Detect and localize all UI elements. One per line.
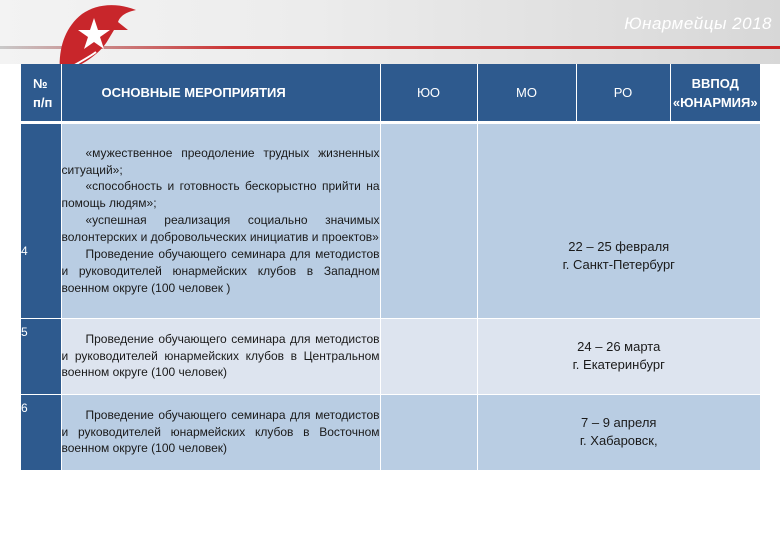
events-table xyxy=(21,64,760,471)
schedule-city: г. Хабаровск, xyxy=(579,433,658,448)
schedule-dates: 22 – 25 февраля xyxy=(568,238,670,254)
row-schedule xyxy=(477,318,760,394)
schedule-city: г. Екатеринбург xyxy=(572,357,665,372)
row-number: 5 xyxy=(21,318,61,394)
table-header-row xyxy=(21,64,760,121)
cell-yuo xyxy=(380,394,477,470)
row-events xyxy=(61,394,380,470)
event-line: Проведение обучающего семинара для методистов и руководителей юнармейских клубов в Восточном военном округе (100 человек) xyxy=(61,407,380,456)
schedule-city: г. Санкт-Петербург xyxy=(562,256,675,272)
event-line: «мужественное преодоление трудных жизненных ситуаций»; xyxy=(61,145,380,177)
row-number: 6 xyxy=(21,394,61,470)
row-events xyxy=(61,318,380,394)
header-vvpod: ВВПОД «ЮНАРМИЯ» xyxy=(670,64,760,121)
table-row xyxy=(21,394,760,470)
event-line: Проведение обучающего семинара для методистов и руководителей юнармейских клубов в Центральном военном округе (100 человек) xyxy=(61,331,380,380)
header-num: № п/п xyxy=(21,64,61,121)
row-schedule xyxy=(477,394,760,470)
header-events: ОСНОВНЫЕ МЕРОПРИЯТИЯ xyxy=(61,64,380,121)
table-row xyxy=(21,124,760,318)
schedule-dates: 7 – 9 апреля xyxy=(581,415,657,430)
event-line: «способность и готовность бескорыстно прийти на помощь людям»; xyxy=(61,179,380,211)
row-number: 4 xyxy=(21,124,61,318)
event-line: «успешная реализация социально значимых волонтерских и добровольческих инициатив и проектов» xyxy=(61,213,380,245)
header-yuo: ЮО xyxy=(380,64,477,121)
table-row xyxy=(21,318,760,394)
cell-yuo xyxy=(380,318,477,394)
cell-yuo xyxy=(380,124,477,318)
header-ro: РО xyxy=(576,64,670,121)
slide-title: Юнармейцы 2018 xyxy=(624,14,772,33)
row-schedule xyxy=(477,124,760,318)
event-line: Проведение обучающего семинара для методистов и руководителей юнармейских клубов в Западном военном округе (100 человек ) xyxy=(61,247,380,295)
row-events xyxy=(61,124,380,318)
schedule-dates: 24 – 26 марта xyxy=(577,339,661,354)
header-mo: МО xyxy=(477,64,576,121)
